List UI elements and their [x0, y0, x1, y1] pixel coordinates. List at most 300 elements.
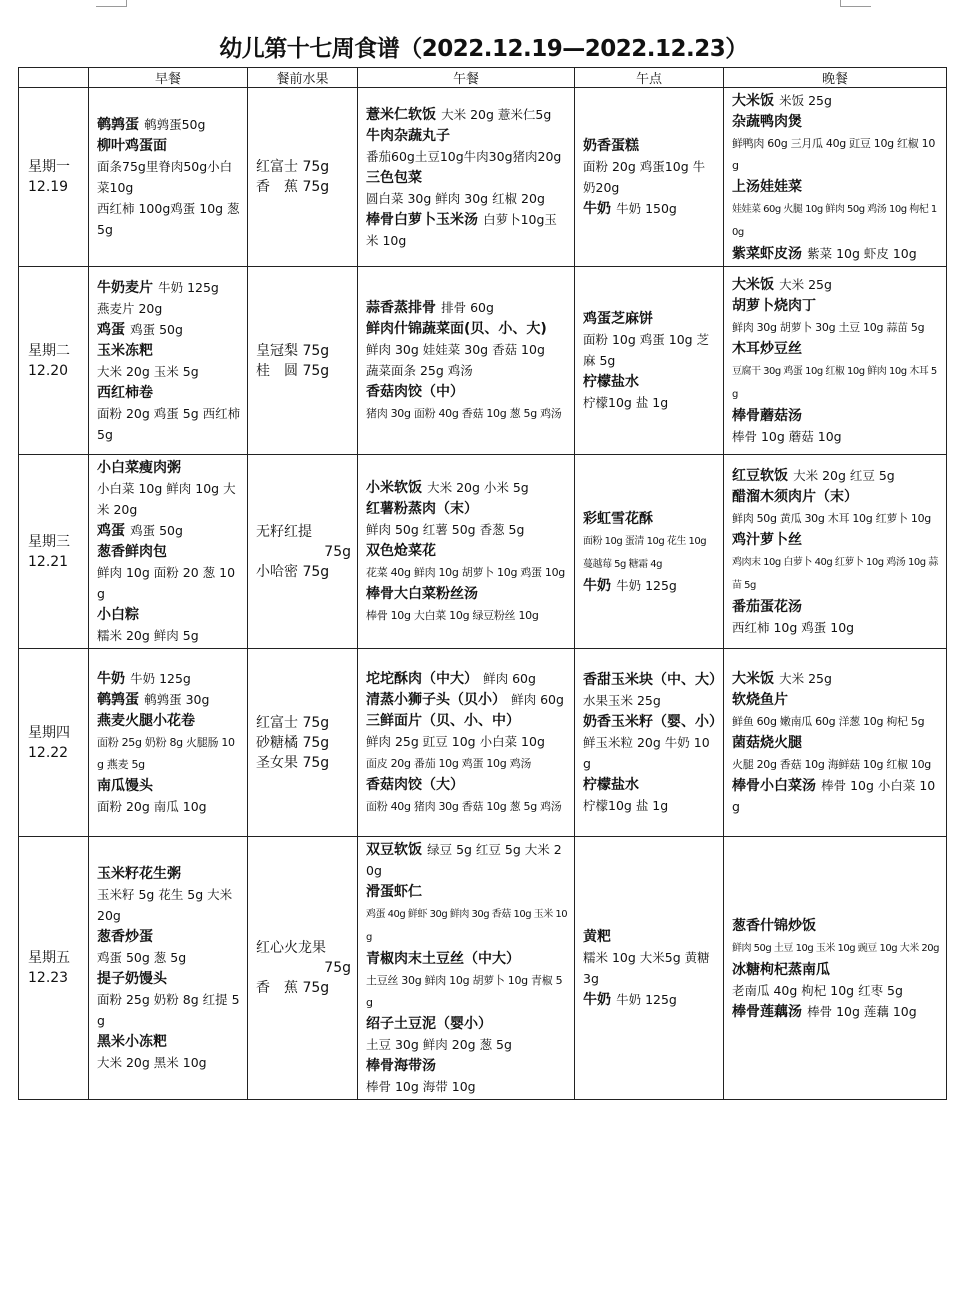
- ingredients: 柠檬10g 盐 1g: [583, 395, 669, 410]
- ingredients: 鲜鸭肉 60g 三月瓜 40g 豇豆 10g 红椒 10g: [732, 137, 936, 172]
- dish-line: [583, 774, 717, 795]
- dish-name: 坨坨酥肉（中大）: [366, 671, 478, 687]
- breakfast-list: [97, 114, 241, 240]
- dish-line: [732, 243, 940, 264]
- ingredients: 鸡蛋 50g: [130, 321, 183, 337]
- dish-line: [732, 710, 940, 732]
- dish-name: 小白粽: [97, 607, 139, 623]
- dish-name: 棒骨大白菜粉丝汤: [366, 586, 478, 602]
- dish-line: [583, 795, 717, 816]
- dish-line: [732, 507, 940, 529]
- dish-line: [97, 668, 241, 689]
- dish-name: 棒骨白萝卜玉米汤: [366, 211, 478, 228]
- ingredients: 棒骨 10g 小白菜 10g: [732, 778, 936, 814]
- dinner-list: [732, 274, 940, 447]
- dish-line: [97, 541, 241, 562]
- dish-name: 黄粑: [583, 929, 611, 945]
- fruit-item: 圣女果 75g: [256, 754, 330, 771]
- dish-line: [583, 198, 717, 219]
- dish-name: 牛奶: [583, 577, 611, 594]
- date-label: 12.22: [28, 744, 69, 761]
- fruit-cell: [248, 837, 358, 1100]
- dish-line: [97, 403, 241, 445]
- dish-line: [366, 297, 568, 318]
- dish-name: 大米饭: [732, 277, 774, 293]
- dinner-cell: [724, 267, 947, 455]
- dinner-cell: [724, 837, 947, 1100]
- ingredients: 土豆 30g 鲜肉 20g 葱 5g: [366, 1037, 512, 1052]
- fruit-list: [256, 713, 351, 773]
- ingredients: 糯米 20g 鲜肉 5g: [97, 628, 199, 643]
- dish-name: 玉米籽花生粥: [97, 866, 181, 882]
- dish-line: [97, 775, 241, 796]
- ingredients: 鲜肉 60g: [483, 671, 536, 686]
- dish-line: [583, 508, 717, 529]
- ingredients: 棒骨 10g 海带 10g: [366, 1079, 476, 1094]
- dish-line: [366, 519, 568, 540]
- fruit-cell: [248, 88, 358, 267]
- header-snack: 午点: [575, 68, 724, 88]
- dish-name: 西红柿卷: [97, 384, 153, 401]
- ingredients: 鲜肉 25g 豇豆 10g 小白菜 10g: [366, 734, 545, 749]
- ingredients: 猪肉 30g 面粉 40g 香菇 10g 葱 5g 鸡汤: [366, 407, 562, 420]
- ingredients: 鲜肉 50g 黄瓜 30g 木耳 10g 红萝卜 10g: [732, 512, 931, 525]
- dish-line: [97, 796, 241, 817]
- dish-name: 胡萝卜烧肉丁: [732, 298, 816, 314]
- dish-line: [732, 111, 940, 132]
- dinner-list: [732, 668, 940, 817]
- dish-line: [366, 402, 568, 424]
- dish-name: 绍子土豆泥（婴小）: [366, 1016, 492, 1032]
- dish-name: 柳叶鸡蛋面: [97, 138, 167, 154]
- dish-name: 红薯粉蒸肉（末）: [366, 501, 478, 517]
- snack-list: [583, 926, 717, 1010]
- ingredients: 面粉 20g 鸡蛋10g 牛奶20g: [583, 159, 706, 195]
- ingredients: 鸡肉末 10g 白萝卜 40g 红萝卜 10g 鸡汤 10g 蒜苗 5g: [732, 557, 938, 591]
- ingredients: 棒骨 10g 莲藕 10g: [807, 1003, 917, 1019]
- header-dinner: 晚餐: [724, 68, 947, 88]
- ingredients: 棒骨 10g 大白菜 10g 绿豆粉丝 10g: [366, 609, 539, 622]
- ingredients: 鲜肉 30g 娃娃菜 30g 香菇 10g: [366, 342, 545, 357]
- ingredients: 鲜肉 10g 面粉 20 葱 10g: [97, 565, 236, 601]
- dish-line: [732, 936, 940, 959]
- ingredients: 牛奶 125g: [616, 992, 677, 1007]
- dish-name: 红豆软饭: [732, 468, 788, 484]
- dish-line: [97, 1031, 241, 1052]
- dish-line: [366, 125, 568, 146]
- snack-cell: [575, 649, 724, 837]
- dish-line: [366, 604, 568, 626]
- fruit-cell: [248, 649, 358, 837]
- dish-line: [97, 689, 241, 710]
- ingredients: 小白菜 10g 鲜肉 10g 大米 20g: [97, 481, 236, 517]
- snack-list: [583, 508, 717, 596]
- dish-line: [583, 690, 717, 711]
- dish-line: [366, 498, 568, 519]
- header-row: [19, 68, 947, 88]
- ingredients: 紫菜 10g 虾皮 10g: [807, 246, 917, 261]
- dish-line: [583, 732, 717, 774]
- dish-name: 小白菜瘦肉粥: [97, 460, 181, 476]
- ingredients: 蔬菜面条 25g 鸡汤: [366, 363, 473, 378]
- fruit-item: 皇冠梨 75g: [256, 342, 330, 359]
- dish-name: 香甜玉米块（中、大）: [583, 672, 723, 688]
- ingredients: 圆白菜 30g 鲜肉 30g 红椒 20g: [366, 190, 545, 206]
- dish-line: [366, 710, 568, 731]
- ingredients: 水果玉米 25g: [583, 693, 661, 708]
- dish-line: [97, 198, 241, 240]
- dish-name: 葱香什锦炒饭: [732, 917, 816, 934]
- breakfast-list: [97, 863, 241, 1073]
- dish-name: 香菇肉饺（大）: [366, 777, 464, 793]
- dish-line: [97, 731, 241, 775]
- dish-name: 冰糖枸杞蒸南瓜: [732, 961, 830, 978]
- dish-line: [583, 669, 723, 690]
- ingredients: 牛奶 125g: [616, 577, 677, 593]
- dish-line: [366, 1034, 568, 1055]
- ingredients: 鲜肉 30g 胡萝卜 30g 土豆 10g 蒜苗 5g: [732, 321, 925, 334]
- ingredients: 老南瓜 40g 枸杞 10g 红枣 5g: [732, 982, 903, 998]
- dish-line: [366, 360, 568, 381]
- dish-line: [97, 114, 241, 135]
- dish-line: [366, 948, 568, 969]
- weekday-label: 星期四: [28, 724, 70, 741]
- day-cell: [19, 88, 89, 267]
- dish-line: [583, 947, 717, 989]
- dish-line: [366, 540, 568, 561]
- dish-name: 香菇肉饺（中）: [366, 384, 464, 400]
- dish-line: [97, 604, 241, 625]
- lunch-cell: [358, 837, 575, 1100]
- dish-name: 鹌鹑蛋: [97, 692, 139, 708]
- dish-name: 提子奶馒头: [97, 971, 167, 987]
- snack-list: [583, 308, 717, 413]
- dish-name: 棒骨蘑菇汤: [732, 408, 802, 424]
- dish-line: [366, 1076, 568, 1097]
- dish-line: [97, 298, 241, 319]
- dish-line: [732, 959, 940, 980]
- dish-line: [366, 146, 568, 167]
- dinner-cell: [724, 649, 947, 837]
- dish-line: [732, 753, 940, 775]
- date-label: 12.23: [28, 970, 69, 986]
- page-corner-mark-right: [840, 0, 871, 7]
- dish-line: [97, 710, 241, 731]
- dish-name: 大米饭: [732, 93, 774, 109]
- weekday-label: 星期二: [28, 342, 70, 359]
- dish-line: [366, 752, 568, 774]
- snack-cell: [575, 837, 724, 1100]
- ingredients: 面粉 10g 鸡蛋 10g 芝麻 5g: [583, 332, 710, 368]
- ingredients: 鲜鱼 60g 嫩南瓜 60g 洋葱 10g 枸杞 5g: [732, 715, 925, 728]
- table-row: [19, 649, 947, 837]
- dish-name: 醋溜木须肉片（末）: [732, 489, 858, 505]
- lunch-list: [366, 477, 568, 626]
- dish-line: [583, 135, 717, 156]
- ingredients: 大米 25g: [779, 671, 832, 686]
- dish-line: [732, 316, 940, 338]
- ingredients: 牛奶 150g: [616, 201, 677, 216]
- fruit-cell: [248, 455, 358, 649]
- breakfast-list: [97, 457, 241, 646]
- dish-name: 牛奶: [583, 201, 611, 217]
- ingredients: 面粉 20g 南瓜 10g: [97, 799, 207, 814]
- page-corner-mark-left: [96, 0, 127, 7]
- dish-line: [583, 575, 717, 596]
- dish-name: 鸡汁萝卜丝: [732, 532, 802, 548]
- dish-name: 鲜肉什锦蔬菜面(贝、小、大): [366, 321, 547, 337]
- ingredients: 鸡蛋 50g: [130, 523, 183, 538]
- dinner-list: [732, 915, 940, 1022]
- dish-name: 双豆软饭: [366, 842, 422, 858]
- dish-name: 小米软饭: [366, 480, 422, 496]
- ingredients: 面粉 20g 鸡蛋 5g 西红柿 5g: [97, 405, 241, 442]
- ingredients: 牛奶 125g: [158, 279, 219, 295]
- dish-line: [366, 795, 568, 817]
- dish-line: [732, 465, 940, 486]
- dish-name: 柠檬盐水: [583, 374, 639, 390]
- dish-line: [583, 392, 717, 413]
- dish-name: 木耳炒豆丝: [732, 341, 802, 357]
- dish-name: 棒骨小白菜汤: [732, 778, 816, 794]
- table-row: [19, 88, 947, 267]
- dish-name: 葱香炒蛋: [97, 929, 153, 945]
- day-cell: [19, 837, 89, 1100]
- day-cell: [19, 455, 89, 649]
- dish-line: [366, 477, 568, 498]
- fruit-item: 砂糖橘 75g: [256, 734, 330, 751]
- fruit-list: [256, 157, 351, 197]
- dish-name: 薏米仁软饭: [366, 106, 436, 123]
- dish-name: 黑米小冻粑: [97, 1034, 167, 1050]
- dish-name: 玉米冻粑: [97, 342, 153, 359]
- dish-name: 清蒸小狮子头（贝小）: [366, 692, 506, 708]
- dish-line: [97, 478, 241, 520]
- dish-line: [732, 295, 940, 316]
- fruit-list: [256, 522, 351, 582]
- ingredients: 鲜肉 50g 土豆 10g 玉米 10g 豌豆 10g 大米 20g: [732, 942, 939, 954]
- ingredients: 鸡蛋 50g 葱 5g: [97, 950, 187, 965]
- dish-name: 柠檬盐水: [583, 777, 639, 793]
- dish-line: [97, 156, 241, 198]
- fruit-item: 75g: [324, 543, 351, 560]
- dish-line: [97, 382, 241, 403]
- snack-cell: [575, 455, 724, 649]
- header-lunch: 午餐: [358, 68, 575, 88]
- ingredients: 面粉 40g 猪肉 30g 香菇 10g 葱 5g 鸡汤: [366, 800, 562, 813]
- weekday-label: 星期一: [28, 159, 70, 175]
- ingredients: 面粉 25g 奶粉 8g 火腿肠 10g 燕麦 5g: [97, 736, 235, 771]
- dish-line: [366, 339, 568, 360]
- ingredients: 西红柿 100g鸡蛋 10g 葱 5g: [97, 201, 240, 237]
- dish-line: [97, 625, 241, 646]
- dish-line: [97, 926, 241, 947]
- ingredients: 排骨 60g: [441, 300, 494, 315]
- dish-line: [583, 926, 717, 947]
- table-row: [19, 267, 947, 455]
- dish-name: 双色炝菜花: [366, 543, 436, 559]
- ingredients: 娃娃菜 60g 火腿 10g 鲜肉 50g 鸡汤 10g 枸杞 10g: [732, 204, 937, 238]
- ingredients: 燕麦片 20g: [97, 300, 163, 316]
- dish-line: [732, 529, 940, 550]
- dish-line: [732, 596, 940, 617]
- dish-line: [366, 167, 568, 188]
- dish-line: [97, 319, 241, 340]
- dish-name: 棒骨海带汤: [366, 1058, 436, 1074]
- ingredients: 玉米籽 5g 花生 5g 大米 20g: [97, 887, 233, 923]
- lunch-list: [366, 297, 568, 424]
- dish-line: [366, 774, 568, 795]
- dish-line: [97, 277, 241, 298]
- dish-name: 奶香蛋糕: [583, 138, 639, 154]
- ingredients: 鲜肉 60g: [511, 692, 564, 707]
- fruit-list: [256, 938, 351, 998]
- dish-line: [97, 520, 241, 541]
- ingredients: 鹌鹑蛋50g: [144, 117, 206, 132]
- dinner-cell: [724, 455, 947, 649]
- dish-line: [366, 583, 568, 604]
- ingredients: 大米 25g: [779, 277, 832, 292]
- dish-line: [583, 329, 717, 371]
- ingredients: 鹌鹑蛋 30g: [144, 692, 210, 707]
- ingredients: 大米 20g 玉米 5g: [97, 363, 199, 379]
- dish-line: [97, 989, 241, 1031]
- dish-line: [366, 1013, 568, 1034]
- lunch-cell: [358, 649, 575, 837]
- snack-list: [583, 669, 723, 816]
- dish-line: [366, 318, 568, 339]
- dish-line: [366, 668, 568, 689]
- ingredients: 面条75g里脊肉50g小白菜10g: [97, 159, 233, 195]
- ingredients: 白萝卜10g玉米 10g: [366, 211, 557, 248]
- snack-list: [583, 135, 717, 219]
- dish-name: 牛奶麦片: [97, 279, 153, 296]
- dish-name: 青椒肉末土豆丝（中大）: [366, 951, 520, 967]
- dish-line: [732, 132, 940, 176]
- day-cell: [19, 649, 89, 837]
- lunch-cell: [358, 88, 575, 267]
- fruit-item: 香 蕉 75g: [256, 980, 330, 996]
- dish-line: [732, 732, 940, 753]
- dish-line: [97, 947, 241, 968]
- fruit-item: 红富士 75g: [256, 714, 330, 731]
- ingredients: 大米 20g 薏米仁5g: [441, 106, 552, 122]
- dish-line: [732, 980, 940, 1001]
- ingredients: 面粉 10g 蛋清 10g 花生 10g 蔓越莓 5g 糖霜 4g: [583, 535, 707, 570]
- dish-name: 鸡蛋: [97, 321, 125, 338]
- dish-line: [732, 668, 940, 689]
- breakfast-list: [97, 668, 241, 817]
- dish-line: [97, 1052, 241, 1073]
- ingredients: 花菜 40g 鲜肉 10g 胡萝卜 10g 鸡蛋 10g: [366, 566, 565, 579]
- dish-line: [366, 381, 568, 402]
- fruit-item: 75g: [324, 960, 351, 976]
- dish-line: [366, 731, 568, 752]
- dish-name: 鹌鹑蛋: [97, 117, 139, 133]
- dish-name: 南瓜馒头: [97, 778, 153, 794]
- date-label: 12.19: [28, 179, 69, 195]
- weekday-label: 星期三: [28, 533, 70, 550]
- date-label: 12.20: [28, 362, 69, 379]
- table-row: [19, 455, 947, 649]
- lunch-cell: [358, 455, 575, 649]
- fruit-list: [256, 341, 351, 381]
- dish-line: [732, 426, 940, 447]
- dish-line: [366, 689, 568, 710]
- ingredients: 糯米 10g 大米5g 黄糖 3g: [583, 950, 710, 986]
- dish-name: 鸡蛋: [97, 523, 125, 539]
- breakfast-list: [97, 277, 241, 445]
- dish-line: [366, 209, 568, 251]
- dish-line: [732, 486, 940, 507]
- lunch-list: [366, 839, 568, 1097]
- dish-name: 牛奶: [583, 992, 611, 1008]
- dish-line: [97, 562, 241, 604]
- dish-name: 番茄蛋花汤: [732, 599, 802, 615]
- ingredients: 牛奶 125g: [130, 671, 191, 686]
- dish-name: 鸡蛋芝麻饼: [583, 311, 653, 327]
- ingredients: 鲜玉米粒 20g 牛奶 10g: [583, 735, 710, 771]
- dish-line: [97, 361, 241, 382]
- fruit-item: 无籽红提: [256, 523, 312, 540]
- dish-line: [732, 1001, 940, 1022]
- fruit-item: 红心火龙果: [256, 940, 326, 956]
- dish-line: [732, 359, 940, 405]
- ingredients: 绿豆 5g 红豆 5g 大米 20g: [366, 842, 562, 878]
- dish-line: [583, 711, 723, 732]
- breakfast-cell: [89, 88, 248, 267]
- dish-line: [366, 969, 568, 1013]
- ingredients: 豆腐干 30g 鸡蛋 10g 红椒 10g 鲜肉 10g 木耳 5g: [732, 366, 937, 400]
- dish-line: [97, 884, 241, 926]
- dish-line: [732, 176, 940, 197]
- dish-line: [583, 308, 717, 329]
- dish-name: 三色包菜: [366, 169, 422, 186]
- ingredients: 米饭 25g: [779, 93, 832, 108]
- ingredients: 鲜肉 50g 红薯 50g 香葱 5g: [366, 522, 525, 537]
- ingredients: 大米 20g 红豆 5g: [793, 468, 895, 483]
- dish-line: [732, 550, 940, 596]
- lunch-cell: [358, 267, 575, 455]
- dinner-list: [732, 465, 940, 638]
- dish-line: [732, 405, 940, 426]
- dish-line: [366, 561, 568, 583]
- dish-name: 上汤娃娃菜: [732, 179, 802, 195]
- dish-line: [366, 881, 568, 902]
- day-cell: [19, 267, 89, 455]
- dish-line: [732, 197, 940, 243]
- breakfast-cell: [89, 837, 248, 1100]
- fruit-cell: [248, 267, 358, 455]
- lunch-list: [366, 668, 568, 817]
- dish-line: [732, 274, 940, 295]
- ingredients: 大米 20g 小米 5g: [427, 480, 529, 495]
- dish-line: [732, 775, 940, 817]
- dish-line: [366, 839, 568, 881]
- dinner-list: [732, 90, 940, 264]
- snack-cell: [575, 267, 724, 455]
- ingredients: 面粉 25g 奶粉 8g 红提 5g: [97, 992, 240, 1028]
- dinner-cell: [724, 88, 947, 267]
- dish-line: [366, 1055, 568, 1076]
- ingredients: 土豆丝 30g 鲜肉 10g 胡萝卜 10g 青椒 5g: [366, 974, 563, 1009]
- ingredients: 番茄60g土豆10g牛肉30g猪肉20g: [366, 148, 562, 164]
- dish-name: 紫菜虾皮汤: [732, 246, 802, 262]
- ingredients: 面皮 20g 番茄 10g 鸡蛋 10g 鸡汤: [366, 757, 532, 770]
- dish-line: [583, 529, 717, 575]
- header-day: [19, 68, 89, 88]
- fruit-item: 香 蕉 75g: [256, 179, 330, 195]
